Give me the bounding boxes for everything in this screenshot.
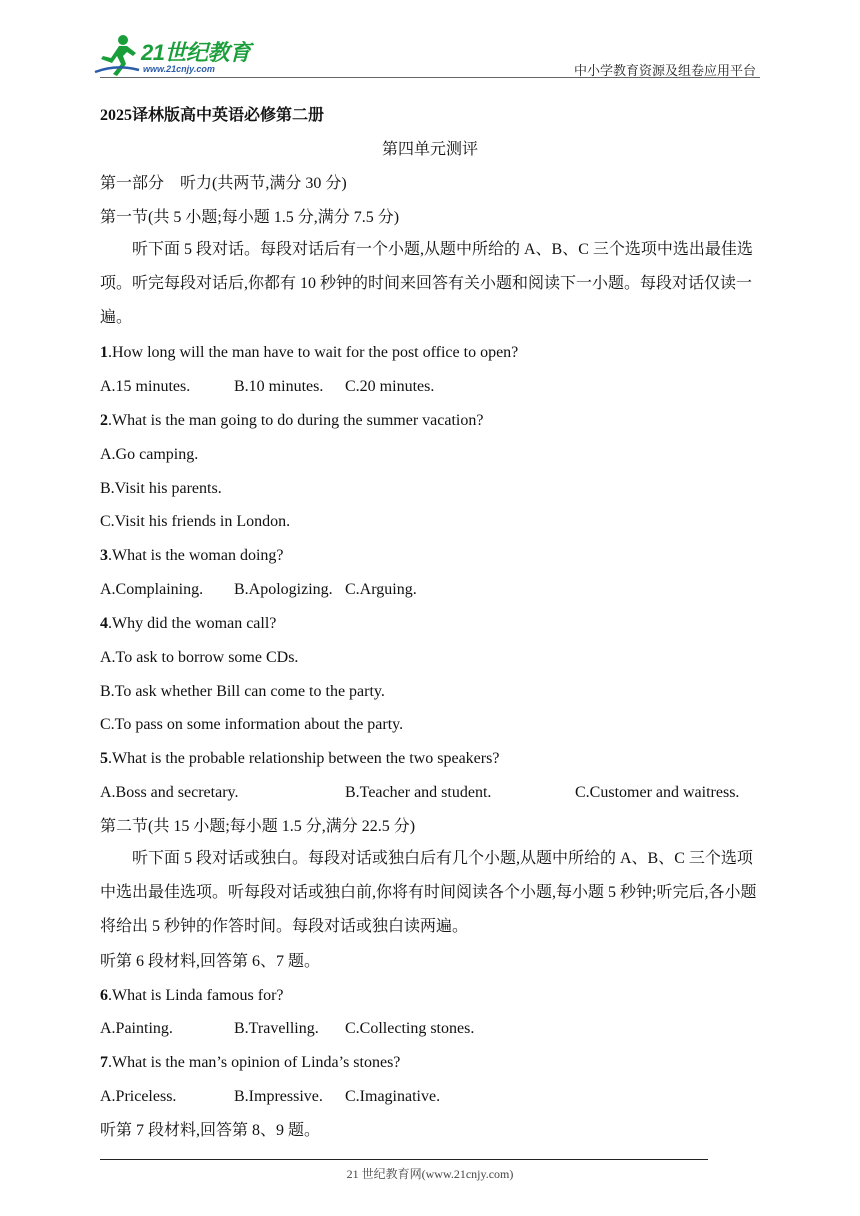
question-number: 6 xyxy=(100,987,108,1004)
question-text: .Why did the woman call? xyxy=(108,615,277,632)
question-4 xyxy=(100,614,276,634)
question-text: .What is the man’s opinion of Linda’s stones? xyxy=(108,1054,401,1071)
question-7 xyxy=(100,1053,400,1073)
logo-name: 21世纪教育 xyxy=(141,40,251,65)
question-5 xyxy=(100,749,499,769)
option-a: A.15 minutes. xyxy=(100,378,191,395)
question-text: .What is Linda famous for? xyxy=(108,987,284,1004)
question-2 xyxy=(100,411,483,431)
instructions-paragraph: 听下面 5 段对话。每段对话后有一个小题,从题中所给的 A、B、C 三个选项中选出最佳选项。听完每段对话后,你都有 10 秒钟的时间来回答有关小题和阅读下一小题。每段对话仅读一遍。 xyxy=(100,241,753,326)
option-b: B.Teacher and student. xyxy=(345,784,492,801)
option-b: B.Impressive. xyxy=(234,1088,323,1105)
option-c: C.20 minutes. xyxy=(345,378,435,395)
option-a: A.Painting. xyxy=(100,1020,173,1037)
option-a: A.Priceless. xyxy=(100,1088,177,1105)
question-number: 2 xyxy=(100,412,108,429)
option-b: B.Travelling. xyxy=(234,1020,319,1037)
page-footer[interactable]: 21 世纪教育网(www.21cnjy.com) xyxy=(346,1167,514,1181)
question-3 xyxy=(100,546,284,566)
footer-divider xyxy=(100,1159,708,1160)
question-text: .How long will the man have to wait for the post office to open? xyxy=(108,344,519,361)
question-number: 4 xyxy=(100,615,108,632)
option-b: B.To ask whether Bill can come to the party. xyxy=(100,683,385,700)
question-text: .What is the man going to do during the summer vacation? xyxy=(108,412,484,429)
question-text: .What is the probable relationship between the two speakers? xyxy=(108,750,500,767)
question-number: 3 xyxy=(100,547,108,564)
question-1 xyxy=(100,343,518,363)
question-number: 7 xyxy=(100,1054,108,1071)
option-c: C.Visit his friends in London. xyxy=(100,513,291,530)
unit-title: 第四单元测评 xyxy=(381,141,478,158)
instructions-paragraph: 听下面 5 段对话或独白。每段对话或独白后有几个小题,从题中所给的 A、B、C 三个选项中选出最佳选项。听每段对话或独白前,你将有时间阅读各个小题,每小题 5 秒钟;听完后,各小题将给出 5 秒钟的作答时间。每段对话或独白读两遍。 xyxy=(100,850,757,935)
option-c: C.Imaginative. xyxy=(345,1088,441,1105)
header-tagline: 中小学教育资源及组卷应用平台 xyxy=(573,63,756,78)
section-heading: 第一节(共 5 小题;每小题 1.5 分,满分 7.5 分) xyxy=(100,209,400,226)
material-heading: 听第 6 段材料,回答第 6、7 题。 xyxy=(100,953,321,970)
site-logo[interactable] xyxy=(93,34,263,78)
logo-url: www.21cnjy.com xyxy=(143,64,215,74)
option-c: C.Customer and waitress. xyxy=(575,784,740,801)
question-6 xyxy=(100,986,284,1006)
option-a: A.Go camping. xyxy=(100,446,199,463)
option-c: C.To pass on some information about the party. xyxy=(100,716,404,733)
option-c: C.Arguing. xyxy=(345,581,417,598)
material-heading: 听第 7 段材料,回答第 8、9 题。 xyxy=(100,1122,321,1139)
option-b: B.Visit his parents. xyxy=(100,480,222,497)
book-title: 2025译林版高中英语必修第二册 xyxy=(100,107,325,124)
option-a: A.To ask to borrow some CDs. xyxy=(100,649,299,666)
question-number: 1 xyxy=(100,344,108,361)
question-number: 5 xyxy=(100,750,108,767)
option-c: C.Collecting stones. xyxy=(345,1020,475,1037)
option-b: B.Apologizing. xyxy=(234,581,333,598)
question-text: .What is the woman doing? xyxy=(108,547,284,564)
running-man-icon xyxy=(93,34,141,78)
part-heading: 第一部分 听力(共两节,满分 30 分) xyxy=(100,175,347,192)
header-divider xyxy=(100,77,760,78)
page-header xyxy=(0,0,860,80)
option-b: B.10 minutes. xyxy=(234,378,324,395)
section-heading: 第二节(共 15 小题;每小题 1.5 分,满分 22.5 分) xyxy=(100,818,416,835)
option-a: A.Complaining. xyxy=(100,581,204,598)
option-a: A.Boss and secretary. xyxy=(100,784,239,801)
